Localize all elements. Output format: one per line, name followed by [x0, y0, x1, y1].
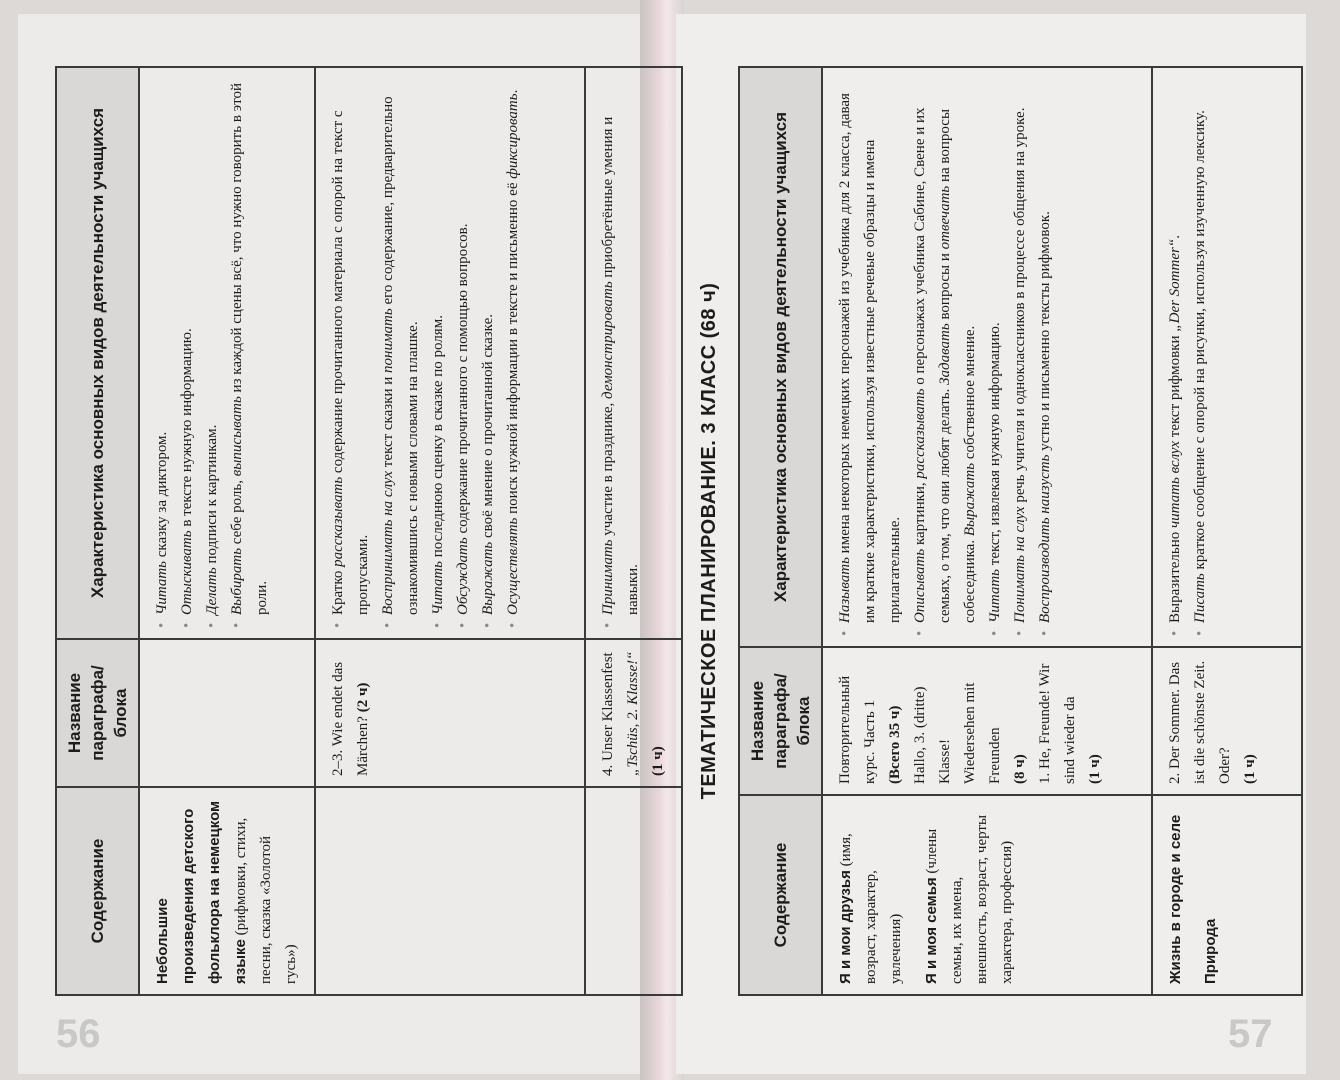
list-item: • Читать сказку за диктором.: [150, 78, 175, 628]
header-section: Название параграфа/блока: [56, 639, 139, 787]
header-characteristic: Характеристика основных видов деятельности учащихся: [56, 67, 139, 639]
table-row: [139, 67, 315, 995]
list-item: • Принимать участие в празднике, демонстрировать приобретённые умения и навыки.: [596, 78, 646, 628]
table-row: [1152, 67, 1302, 995]
list-item: • Понимать на слух речь учителя и одноклассников в процессе общения на уроке.: [1008, 78, 1033, 636]
header-section: Название параграфа/блока: [739, 647, 822, 795]
row-characteristic: [315, 67, 585, 639]
row-section: 2–3. Wie endet das Märchen? (2 ч): [315, 639, 585, 787]
page-number-right: 57: [1228, 1012, 1273, 1056]
page-number-left: 56: [56, 1012, 101, 1056]
row-section: 2. Der Sommer. Das ist die schönste Zeit. Oder? (1 ч): [1152, 647, 1302, 795]
page-title: ТЕМАТИЧЕСКОЕ ПЛАНИРОВАНИЕ. 3 КЛАСС (68 ч): [698, 282, 720, 800]
list-item: • Кратко рассказывать содержание прочитанного материала с опорой на текст с пропусками.: [326, 78, 376, 628]
list-item: • Воспроизводить наизусть устно и письменно тексты рифмовок.: [1033, 78, 1058, 636]
row-section: 4. Unser Klassenfest „Tschüs, 2. Klasse!“ (1 ч): [585, 639, 682, 787]
header-characteristic: Характеристика основных видов деятельности учащихся: [739, 67, 822, 647]
list-item: • Писать краткое сообщение с опорой на рисунки, используя изученную лексику.: [1188, 78, 1213, 636]
row-content: Небольшие произведения детского фольклора на немецком языке (рифмовки, стихи, песни, сказка «Золотой гусь»): [139, 787, 315, 995]
list-item: • Выбирать себе роль, выписывать из каждой сцены всё, что нужно говорить в этой роли.: [225, 78, 275, 628]
list-item: • Осуществлять поиск нужной информации в тексте и письменно её фиксировать.: [501, 78, 526, 628]
table-row: [822, 67, 1152, 995]
left-table-header: [56, 67, 139, 995]
row-characteristic: [585, 67, 682, 639]
list-item: • Называть имена некоторых немецких персонажей из учебника для 2 класса, давая им краткие характеристики, используя известные речевые образцы и имена прилагательные.: [833, 78, 908, 636]
row-characteristic: [139, 67, 315, 639]
table-row: [315, 67, 585, 995]
row-content: [315, 787, 585, 995]
row-content: Я и мои друзья (имя, возраст, характер, увлечения) Я и моя семья (члены семьи, их имена, внешность, возраст, черты характера, профессия): [822, 795, 1152, 995]
right-table-wrapper: [738, 66, 1303, 996]
list-item: • Выразительно читать вслух текст рифмовки „Der Sommer“.: [1163, 78, 1188, 636]
list-item: • Описывать картинки, рассказывать о персонажах учебника Сабине, Свене и их семьях, о том, что они любят делать. Задавать вопросы и отвечать на вопросы собеседника. Выражать собственное мнение.: [908, 78, 983, 636]
list-item: • Обсуждать содержание прочитанного с помощью вопросов.: [451, 78, 476, 628]
list-item: • Делать подписи к картинкам.: [200, 78, 225, 628]
left-table: [55, 66, 683, 996]
row-characteristic: [1152, 67, 1302, 647]
row-content: Жизнь в городе и селе Природа: [1152, 795, 1302, 995]
list-item: • Отыскивать в тексте нужную информацию.: [175, 78, 200, 628]
row-characteristic: [822, 67, 1152, 647]
row-content: [585, 787, 682, 995]
list-item: • Читать последнюю сценку в сказке по ролям.: [426, 78, 451, 628]
left-table-wrapper: [55, 66, 683, 996]
page-title-wrapper: [698, 116, 721, 966]
list-item: • Воспринимать на слух текст сказки и понимать его содержание, предварительно ознакомившись с новыми словами на плашке.: [376, 78, 426, 628]
header-content: Содержание: [56, 787, 139, 995]
header-content: Содержание: [739, 795, 822, 995]
list-item: • Читать текст, извлекая нужную информацию.: [983, 78, 1008, 636]
row-section: Повторительный курс. Часть 1 (Всего 35 ч) Hallo, 3. (dritte) Klasse! Wiedersehen mit Freunden (8 ч) 1. He, Freunde! Wir sind wieder da (1 ч): [822, 647, 1152, 795]
right-table: [738, 66, 1303, 996]
table-row: [585, 67, 682, 995]
list-item: • Выражать своё мнение о прочитанной сказке.: [476, 78, 501, 628]
row-section: [139, 639, 315, 787]
right-table-header: [739, 67, 822, 995]
